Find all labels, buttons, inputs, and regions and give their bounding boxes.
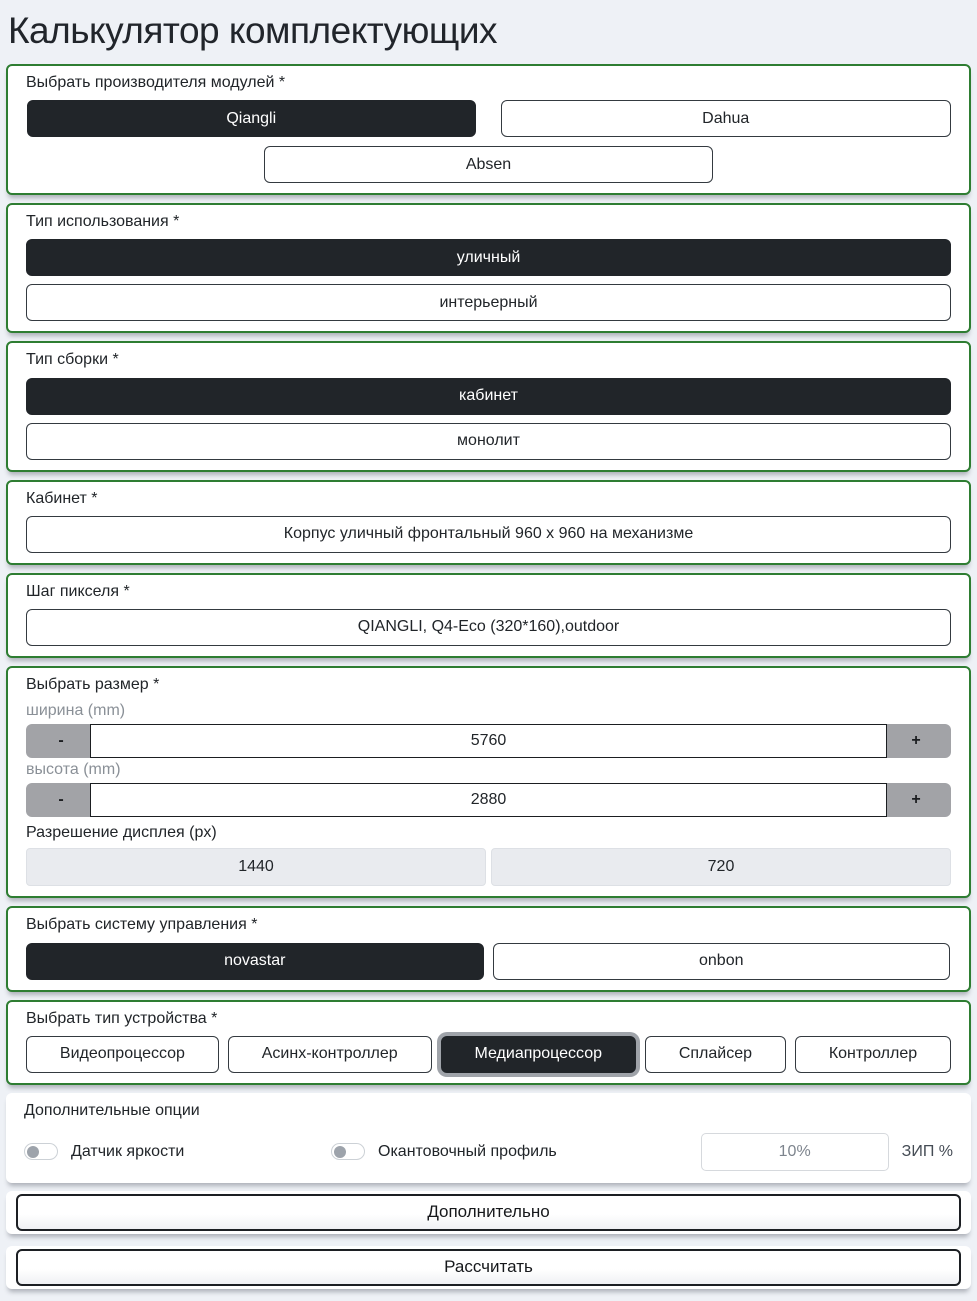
height-label: высота (mm): [26, 761, 121, 779]
cabinet-option[interactable]: Корпус уличный фронтальный 960 x 960 на механизме: [26, 516, 951, 553]
more-button[interactable]: Дополнительно: [16, 1194, 961, 1231]
zip-group: [701, 1133, 953, 1171]
height-stepper: [26, 783, 951, 817]
usage-type-label: Тип использования *: [26, 213, 180, 231]
assembly-type-option-cabinet[interactable]: кабинет: [26, 378, 951, 415]
manufacturer-option-qiangli[interactable]: Qiangli: [27, 100, 477, 137]
manufacturer-option-absen[interactable]: Absen: [264, 146, 714, 183]
extra-options-section: [6, 1093, 971, 1183]
page-title: Калькулятор комплектующих: [8, 10, 498, 51]
cabinet-section: [6, 480, 971, 565]
brightness-sensor-label: Датчик яркости: [71, 1142, 185, 1160]
height-increment-button[interactable]: +: [881, 783, 951, 817]
device-type-label: Выбрать тип устройства *: [26, 1009, 218, 1027]
device-type-option-videoprocessor[interactable]: Видеопроцессор: [26, 1036, 219, 1073]
device-type-option-splicer[interactable]: Сплайсер: [645, 1036, 786, 1073]
usage-type-option-interior[interactable]: интерьерный: [26, 284, 951, 321]
device-type-option-mediaprocessor[interactable]: Медиапроцессор: [441, 1036, 636, 1073]
assembly-type-option-monolith[interactable]: монолит: [26, 423, 951, 460]
zip-percent-label: ЗИП %: [901, 1142, 953, 1160]
control-system-options: [26, 943, 951, 980]
brightness-sensor-group: [24, 1143, 331, 1161]
assembly-type-label: Тип сборки *: [26, 351, 119, 369]
height-input[interactable]: [90, 783, 887, 817]
size-label: Выбрать размер *: [26, 675, 160, 693]
resolution-row: [26, 848, 951, 886]
pixel-pitch-section: [6, 573, 971, 658]
resolution-label: Разрешение дисплея (px): [26, 824, 217, 842]
extra-options-label: Дополнительные опции: [24, 1101, 200, 1119]
more-card: [6, 1191, 971, 1234]
resolution-height-value: 720: [491, 848, 951, 886]
toggle-knob-icon: [27, 1146, 39, 1158]
control-system-section: [6, 906, 971, 991]
width-increment-button[interactable]: +: [881, 724, 951, 758]
device-type-options: [26, 1036, 951, 1073]
manufacturer-section: [6, 64, 971, 195]
edging-profile-label: Окантовочный профиль: [378, 1142, 557, 1160]
control-system-option-novastar[interactable]: novastar: [26, 943, 484, 980]
device-type-option-controller[interactable]: Контроллер: [795, 1036, 951, 1073]
width-input[interactable]: [90, 724, 887, 758]
extra-options-row: [24, 1133, 953, 1171]
width-decrement-button[interactable]: -: [26, 724, 96, 758]
device-type-option-async-controller[interactable]: Асинх-контроллер: [228, 1036, 432, 1073]
zip-percent-input[interactable]: [701, 1133, 889, 1171]
usage-type-section: [6, 203, 971, 333]
width-label: ширина (mm): [26, 702, 126, 720]
size-section: [6, 666, 971, 898]
cabinet-label: Кабинет *: [26, 489, 98, 507]
pixel-pitch-option[interactable]: QIANGLI, Q4-Eco (320*160),outdoor: [26, 609, 951, 646]
calculate-button[interactable]: Рассчитать: [16, 1249, 961, 1286]
edging-profile-group: [331, 1143, 557, 1161]
control-system-option-onbon[interactable]: onbon: [493, 943, 951, 980]
pixel-pitch-label: Шаг пикселя *: [26, 582, 130, 600]
calculate-card: [6, 1246, 971, 1289]
device-type-section: [6, 1000, 971, 1085]
edging-profile-toggle[interactable]: [331, 1143, 365, 1160]
height-decrement-button[interactable]: -: [26, 783, 96, 817]
control-system-label: Выбрать систему управления *: [26, 916, 258, 934]
brightness-sensor-toggle[interactable]: [24, 1143, 58, 1160]
manufacturer-option-dahua[interactable]: Dahua: [501, 100, 951, 137]
assembly-type-section: [6, 341, 971, 471]
usage-type-option-street[interactable]: уличный: [26, 239, 951, 276]
manufacturer-label: Выбрать производителя модулей *: [26, 74, 286, 91]
width-stepper: [26, 724, 951, 758]
resolution-width-value: 1440: [26, 848, 486, 886]
manufacturer-options: [26, 100, 951, 183]
toggle-knob-icon: [334, 1146, 346, 1158]
